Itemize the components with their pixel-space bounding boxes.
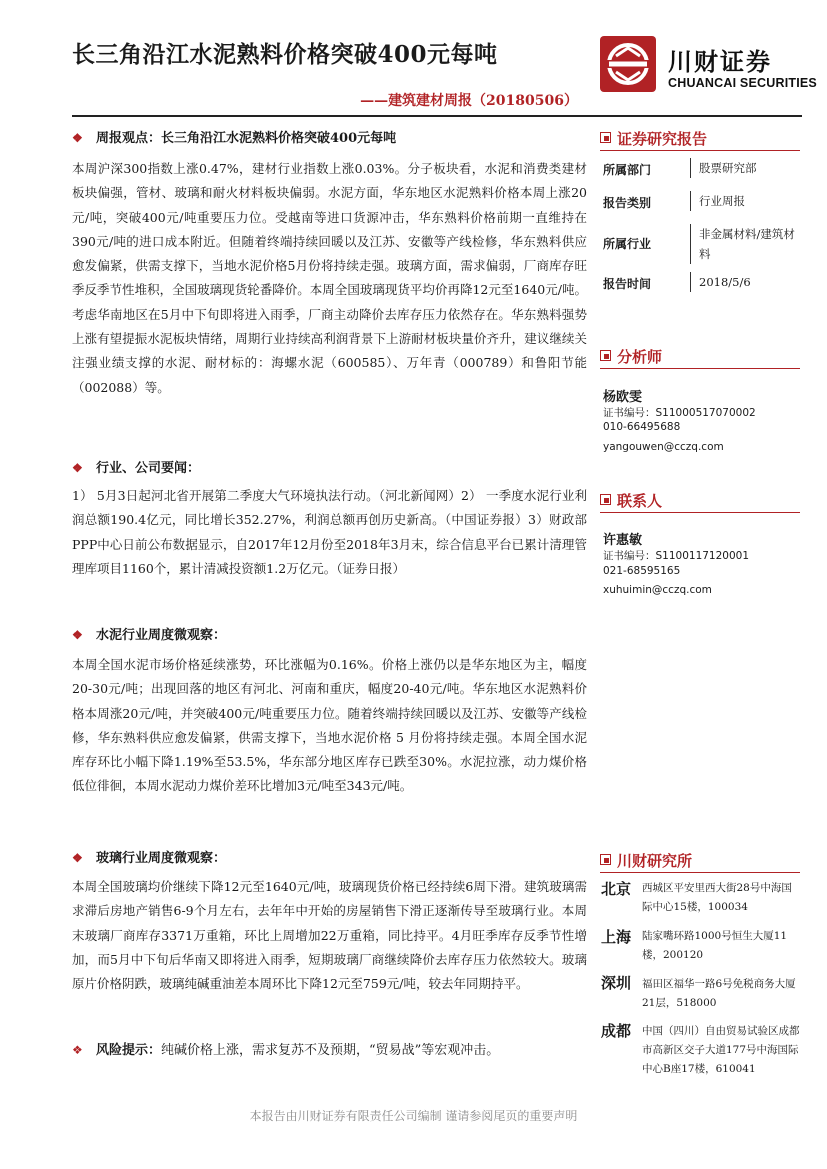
analyst-cert: 证书编号：S1100051707000​2	[603, 407, 756, 419]
diamond-bullet-icon: ❖	[72, 851, 83, 865]
analyst-email[interactable]: yangouwen@cczq.com	[603, 441, 724, 453]
sidebar-divider	[600, 368, 800, 369]
header-divider	[72, 115, 802, 117]
office-address-beijing: 西城区平安里西大街28号中海国际中心15楼，100034	[642, 882, 792, 913]
office-city-shenzhen: 深圳	[601, 974, 632, 992]
diamond-bullet-icon: ❖	[72, 628, 83, 642]
section-risk: ❖ 风险提示：纯碱价格上涨，需求复苏不及预期，“贸易战”等宏观冲击。	[72, 1040, 587, 1061]
chuancai-logo-icon	[600, 36, 656, 92]
analyst-name: 杨欧雯	[603, 390, 643, 405]
section-heading-cement: ❖ 水泥行业周度微观察：	[72, 625, 587, 646]
section-body-news: 1） 5月3日起河北省开展第二季度大气环境执法行动。（河北新闻网）2） 一季度水泥行业利润总额190.4亿元，同比增长352.27%，利润总额再创历史新高。（中国证券报）3）财政部PPP中心日前公布数据显示，自2017年12月份至2018年3月末，综合信息平台已累计清理管理库项目1160个，累计清减投资额1.2万亿元。（证券日报）	[72, 488, 587, 576]
office-city-beijing: 北京	[601, 880, 632, 898]
sidebar-heading-analyst: 分析师	[600, 346, 662, 367]
sidebar-divider	[600, 512, 800, 513]
square-bullet-icon	[600, 854, 611, 865]
analyst-phone: 010-66495688	[603, 421, 681, 433]
sidebar-divider	[600, 872, 800, 873]
office-address-shenzhen: 福田区福华一路6号免税商务大厦21层，518000	[642, 978, 796, 1009]
sidebar-heading-report: 证券研究报告	[600, 128, 707, 149]
contact-phone: 021-68595165	[603, 565, 681, 577]
info-label-date: 报告时间	[603, 277, 652, 291]
office-city-chengdu: 成都	[601, 1022, 632, 1040]
section-body-cement: 本周全国水泥市场价格延续涨势，环比涨幅为0.16%。价格上涨仍以是华东地区为主，幅度20-30元/吨；出现回落的地区有河北、河南和重庆，幅度20-40元/吨。华东地区水泥熟料价格本周涨20元/吨，并突破400元/吨重要压力位。随着终端持续回暖以及江苏、安徽等产线检修，华东熟料供应愈发偏紧，供需支撑下，当地水泥价格 5 月份将持续走强。本周全国水泥库存环比小幅下降1.19%至53.5%，华东部分地区库存已跌至30%。水泥拉涨，动力煤价格低位徘徊，本周水泥动力煤价差环比增加3元/吨至343元/吨。	[72, 657, 587, 794]
sidebar-heading-contact: 联系人	[600, 490, 662, 511]
square-bullet-icon	[600, 350, 611, 361]
diamond-bullet-icon: ❖	[72, 1043, 83, 1057]
diamond-bullet-icon: ❖	[72, 461, 83, 475]
section-heading-news: ❖ 行业、公司要闻：	[72, 458, 587, 479]
report-title: 长三角沿江水泥熟料价格突破400元每吨	[72, 41, 498, 68]
contact-cert: 证书编号：S1100117120001	[603, 550, 750, 562]
section-heading-glass: ❖ 玻璃行业周度微观察：	[72, 848, 587, 869]
brand-name-en: CHUANCAI SECURITIES	[668, 76, 817, 90]
footer-disclaimer: 本报告由川财证券有限责任公司编制 谨请参阅尾页的重要声明	[249, 1109, 578, 1123]
section-body-glass: 本周全国玻璃均价继续下降12元至1640元/吨，玻璃现货价格已经持续6周下滑。建筑玻璃需求滞后房地产销售6-9个月左右，去年年中开始的房屋销售下滑正逐渐传导至玻璃行业。本周末玻璃厂商库存3371万重箱，环比上周增加22万重箱，同比持平。4月旺季库存反季节性增加，而5月中下旬后华南又即将进入雨季，短期玻璃厂商继续降价去库存压力依然较大。玻璃原片价格阴跌，玻璃纯碱重油差本周环比下降12元至759元/吨，较去年同期持平。	[72, 879, 587, 992]
square-bullet-icon	[600, 132, 611, 143]
square-bullet-icon	[600, 494, 611, 505]
info-value-type: 行业周报	[690, 191, 809, 211]
info-value-date: 2018/5/6	[690, 272, 809, 292]
info-value-dept: 股票研究部	[690, 158, 809, 178]
office-address-chengdu: 中国（四川）自由贸易试验区成都市高新区交子大道177号中海国际中心B座17楼，610041	[642, 1025, 800, 1075]
info-label-dept: 所属部门	[603, 163, 652, 177]
info-label-industry: 所属行业	[603, 237, 652, 251]
contact-email[interactable]: xuhuimin@cczq.com	[603, 584, 712, 596]
office-address-shanghai: 陆家嘴环路1000号恒生大厦11楼，200120	[642, 930, 788, 961]
info-value-industry: 非金属材料/建筑材料	[690, 224, 799, 264]
contact-name: 许惠敏	[603, 533, 643, 548]
report-subtitle: ——建筑建材周报（20180506）	[360, 93, 578, 109]
office-city-shanghai: 上海	[601, 928, 632, 946]
section-heading-view: ❖ 周报观点：长三角沿江水泥熟料价格突破400元每吨	[72, 128, 587, 149]
section-body-view: 本周沪深300指数上涨0.47%，建材行业指数上涨0.03%。分子板块看，水泥和消费类建材板块偏强，管材、玻璃和耐火材料板块偏弱。水泥方面，华东地区水泥熟料价格本周上涨20元/吨，突破400元/吨重要压力位。受越南等进口货源冲击，华东熟料价格前期一直维持在390元/吨的进口成本附近。但随着终端持续回暖以及江苏、安徽等产线检修，华东熟料供应愈发偏紧，供需支撑下，当地水泥价格5月份将持续走强。玻璃方面，需求偏弱，厂商库存旺季反季节性堆积，全国玻璃现货轮番降价。本周全国玻璃现货平均价再降12元至1640元/吨。考虑华南地区在5月中下旬即将进入雨季，厂商主动降价去库存压力依然存在。华东熟料强势上涨有望提振水泥板块情绪，周期行业持续高利润背景下上游耐材板块量价齐升，建议继续关注强业绩支撑的水泥、耐材标的：海螺水泥（600585）、万年青（000789）和鲁阳节能（002088）等。	[72, 161, 587, 395]
info-label-type: 报告类别	[603, 196, 652, 210]
sidebar-divider	[600, 150, 800, 151]
diamond-bullet-icon: ❖	[72, 131, 83, 145]
sidebar-heading-institute: 川财研究所	[600, 850, 692, 871]
brand-name-cn: 川财证券	[668, 48, 772, 76]
